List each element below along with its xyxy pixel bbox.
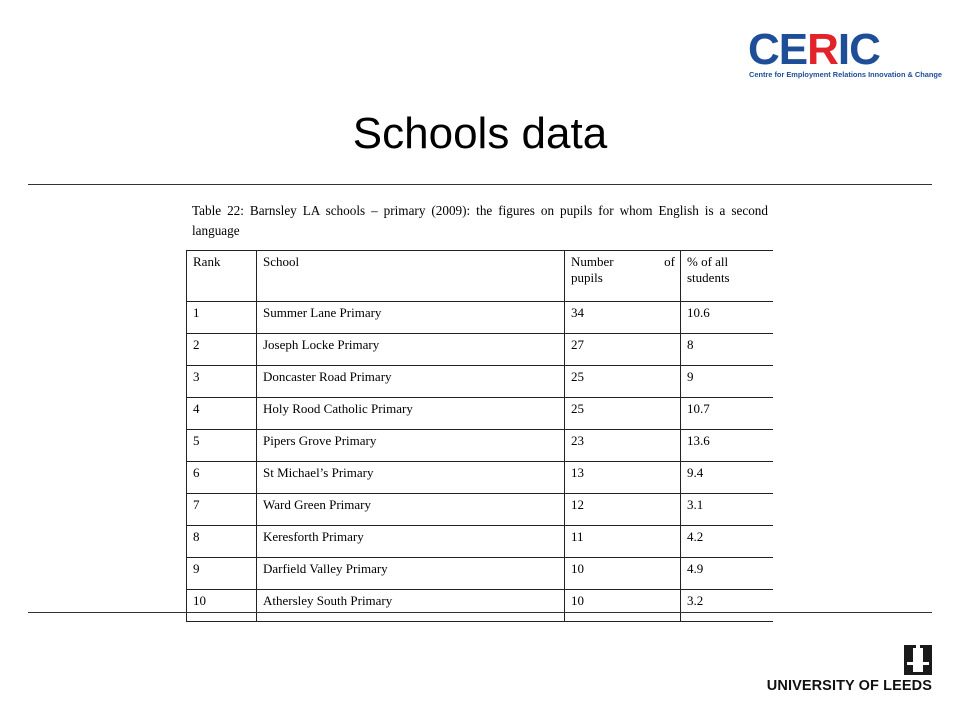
cell-rank: 10: [187, 590, 257, 622]
table-row: [187, 494, 774, 526]
cell-school: Darfield Valley Primary: [257, 558, 565, 590]
table-row: [187, 302, 774, 334]
header-number: Number of pupils: [565, 251, 681, 302]
cell-percent: 3.2: [681, 590, 774, 622]
table-header-row: [187, 251, 774, 302]
cell-number: 25: [565, 366, 681, 398]
table-row: [187, 558, 774, 590]
table-row: [187, 430, 774, 462]
table-row: [187, 590, 774, 622]
schools-table: [186, 250, 773, 622]
slide-title: Schools data: [352, 109, 608, 158]
cell-number: 10: [565, 590, 681, 622]
table-row: [187, 526, 774, 558]
cell-school: Summer Lane Primary: [257, 302, 565, 334]
cell-percent: 10.7: [681, 398, 774, 430]
ceric-logo-wordmark: CERIC: [748, 25, 880, 74]
cell-rank: 3: [187, 366, 257, 398]
cell-percent: 9.4: [681, 462, 774, 494]
table-caption: Table 22: Barnsley LA schools – primary (2009): the figures on pupils for whom English is a second language: [192, 203, 768, 238]
header-percent: % of all students: [681, 251, 774, 302]
cell-number: 11: [565, 526, 681, 558]
ceric-logo: [748, 25, 942, 84]
cell-school: Doncaster Road Primary: [257, 366, 565, 398]
cell-percent: 3.1: [681, 494, 774, 526]
cell-number: 10: [565, 558, 681, 590]
cell-school: Holy Rood Catholic Primary: [257, 398, 565, 430]
leeds-crest-icon: [904, 645, 932, 675]
cell-number: 25: [565, 398, 681, 430]
cell-rank: 9: [187, 558, 257, 590]
cell-rank: 2: [187, 334, 257, 366]
cell-rank: 6: [187, 462, 257, 494]
cell-school: Keresforth Primary: [257, 526, 565, 558]
cell-rank: 7: [187, 494, 257, 526]
university-name: UNIVERSITY OF LEEDS: [766, 678, 932, 694]
cell-school: Athersley South Primary: [257, 590, 565, 622]
cell-number: 27: [565, 334, 681, 366]
cell-school: Pipers Grove Primary: [257, 430, 565, 462]
table-row: [187, 462, 774, 494]
cell-rank: 5: [187, 430, 257, 462]
cell-number: 34: [565, 302, 681, 334]
header-school: School: [257, 251, 565, 302]
cell-school: Joseph Locke Primary: [257, 334, 565, 366]
cell-percent: 4.9: [681, 558, 774, 590]
cell-percent: 4.2: [681, 526, 774, 558]
cell-rank: 8: [187, 526, 257, 558]
cell-number: 23: [565, 430, 681, 462]
top-divider: [28, 184, 932, 185]
table-row: [187, 398, 774, 430]
cell-number: 12: [565, 494, 681, 526]
cell-percent: 10.6: [681, 302, 774, 334]
cell-percent: 8: [681, 334, 774, 366]
cell-school: Ward Green Primary: [257, 494, 565, 526]
cell-number: 13: [565, 462, 681, 494]
cell-rank: 1: [187, 302, 257, 334]
cell-school: St Michael’s Primary: [257, 462, 565, 494]
bottom-divider: [28, 612, 932, 613]
table-row: [187, 334, 774, 366]
header-rank: Rank: [187, 251, 257, 302]
ceric-logo-tagline: Centre for Employment Relations Innovation & Change: [749, 70, 942, 79]
cell-percent: 9: [681, 366, 774, 398]
cell-rank: 4: [187, 398, 257, 430]
table-row: [187, 366, 774, 398]
university-logo: [766, 645, 932, 695]
cell-percent: 13.6: [681, 430, 774, 462]
